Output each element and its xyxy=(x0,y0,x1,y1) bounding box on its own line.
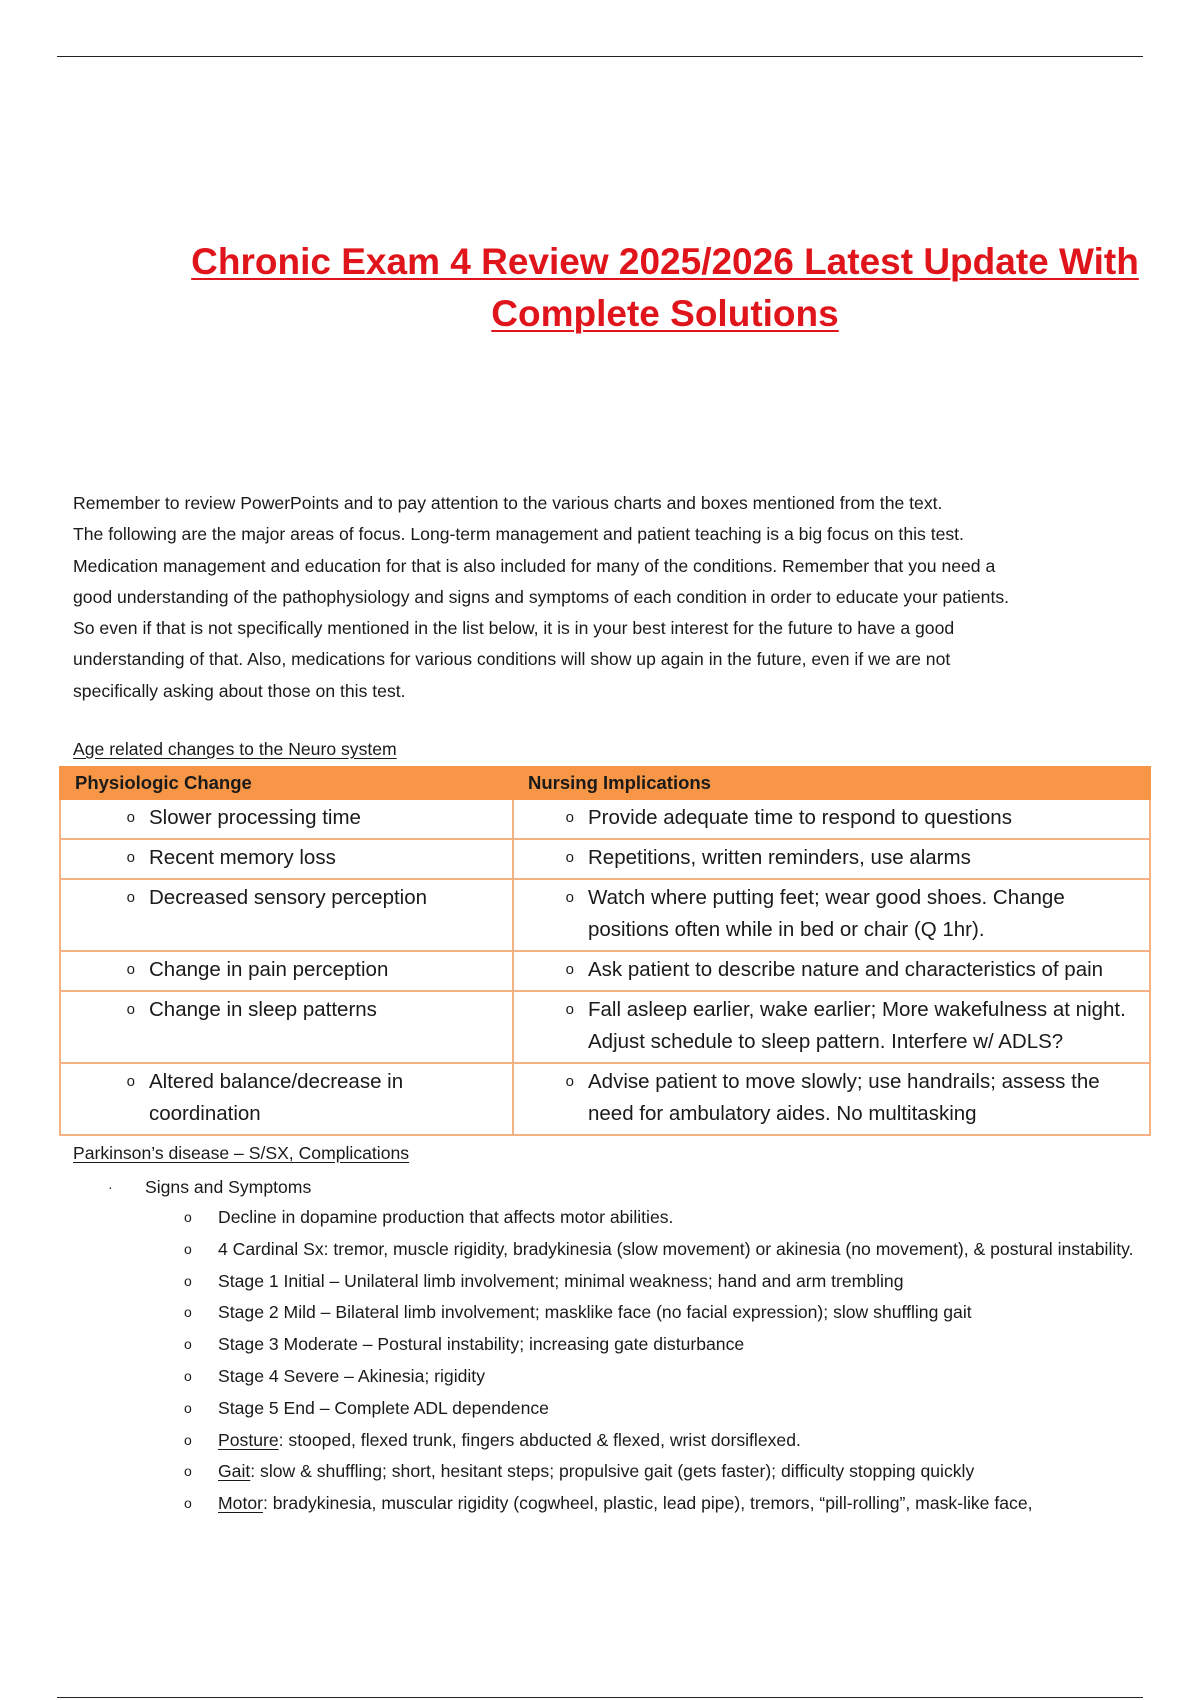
table-row xyxy=(60,839,1150,879)
list-item-body: : bradykinesia, muscular rigidity (cogwheel, plastic, lead pipe), tremors, “pill-rolling”, mask-like face, xyxy=(262,1493,1033,1514)
change-cell xyxy=(60,1063,513,1135)
change-cell-text: Slower processing time xyxy=(149,806,361,829)
hollow-bullet-icon: o xyxy=(184,1399,192,1416)
intro-line: Medication management and education for that is also included for many of the conditions. Remember that you need a xyxy=(73,555,996,576)
implication-cell xyxy=(513,879,1150,951)
implication-cell-text: Ask patient to describe nature and characteristics of pain xyxy=(588,958,1104,981)
change-cell-text: Decreased sensory perception xyxy=(149,886,428,909)
list-item-body: Stage 4 Severe – Akinesia; rigidity xyxy=(218,1365,485,1386)
hollow-bullet-icon: o xyxy=(184,1495,192,1512)
implication-cell xyxy=(513,799,1150,839)
list-item xyxy=(0,1266,1200,1298)
list-item-text xyxy=(218,1266,1200,1298)
hollow-bullet-icon: o xyxy=(565,849,574,866)
list-item-label: Gait xyxy=(218,1461,251,1482)
column-header-change: Physiologic Change xyxy=(60,767,513,799)
hollow-bullet-icon: o xyxy=(126,1001,135,1018)
change-cell xyxy=(60,879,513,951)
list-item-body: : slow & shuffling; short, hesitant steps; propulsive gait (gets faster); difficulty stopping quickly xyxy=(250,1461,975,1482)
parkinsons-list xyxy=(0,1172,1200,1520)
neuro-changes-table xyxy=(59,766,1151,1136)
hollow-bullet-icon: o xyxy=(184,1304,192,1321)
change-cell xyxy=(60,839,513,879)
list-item-body: 4 Cardinal Sx: tremor, muscle rigidity, bradykinesia (slow movement) or akinesia (no movement), & postural instability. xyxy=(218,1238,1134,1259)
implication-cell-text: Repetitions, written reminders, use alarms xyxy=(588,846,971,869)
change-cell-text: Altered balance/decrease in coordination xyxy=(149,1070,404,1125)
list-item-body: Stage 5 End – Complete ADL dependence xyxy=(218,1397,549,1418)
implication-cell-text: Fall asleep earlier, wake earlier; More wakefulness at night. Adjust schedule to sleep pattern. Interfere w/ ADLS? xyxy=(588,998,1126,1053)
section-label: Signs and Symptoms xyxy=(145,1177,312,1197)
list-item-body: Stage 1 Initial – Unilateral limb involvement; minimal weakness; hand and arm trembling xyxy=(218,1270,904,1291)
hollow-bullet-icon: o xyxy=(126,1073,135,1090)
implication-cell xyxy=(513,839,1150,879)
list-item xyxy=(0,1297,1200,1329)
list-item-text xyxy=(218,1297,1200,1329)
intro-line: The following are the major areas of focus. Long-term management and patient teaching is a big focus on this test. xyxy=(73,524,964,545)
intro-paragraph xyxy=(73,488,1163,707)
hollow-bullet-icon: o xyxy=(565,1001,574,1018)
title-line-1: Chronic Exam 4 Review 2025/2026 Latest Update With xyxy=(191,241,1139,282)
hollow-bullet-icon: o xyxy=(565,1073,574,1090)
table-row xyxy=(60,951,1150,991)
implication-cell xyxy=(513,991,1150,1063)
list-item-label: Motor xyxy=(218,1493,263,1514)
hollow-bullet-icon: o xyxy=(184,1463,192,1480)
implication-cell-text: Advise patient to move slowly; use handrails; assess the need for ambulatory aides. No multitasking xyxy=(588,1070,1100,1125)
list-item xyxy=(0,1425,1200,1457)
change-cell xyxy=(60,951,513,991)
change-cell-text: Recent memory loss xyxy=(149,846,336,869)
list-item xyxy=(0,1234,1200,1266)
top-rule xyxy=(57,56,1143,57)
change-cell-text: Change in sleep patterns xyxy=(149,998,377,1021)
implication-cell xyxy=(513,1063,1150,1135)
list-item xyxy=(0,1361,1200,1393)
implication-cell xyxy=(513,951,1150,991)
intro-line: Remember to review PowerPoints and to pay attention to the various charts and boxes mentioned from the text. xyxy=(73,493,943,513)
hollow-bullet-icon: o xyxy=(126,809,135,826)
section-signs-symptoms xyxy=(0,1172,1200,1202)
table-row xyxy=(60,1063,1150,1135)
list-item xyxy=(0,1202,1200,1234)
section-bullet: · xyxy=(108,1179,113,1195)
hollow-bullet-icon: o xyxy=(126,849,135,866)
list-item xyxy=(0,1393,1200,1425)
intro-line: specifically asking about those on this test. xyxy=(73,680,406,701)
hollow-bullet-icon: o xyxy=(126,889,135,906)
list-item-text xyxy=(218,1456,1200,1488)
page-title xyxy=(150,236,1180,340)
list-item-body: Stage 3 Moderate – Postural instability; increasing gate disturbance xyxy=(218,1334,745,1355)
list-item xyxy=(0,1456,1200,1488)
intro-line: understanding of that. Also, medications for various conditions will show up again in the future, even if we are not xyxy=(73,649,951,670)
intro-line: So even if that is not specifically mentioned in the list below, it is in your best interest for the future to have a good xyxy=(73,618,955,639)
hollow-bullet-icon: o xyxy=(184,1240,192,1257)
hollow-bullet-icon: o xyxy=(184,1272,192,1289)
hollow-bullet-icon: o xyxy=(565,961,574,978)
list-item-text xyxy=(218,1488,1200,1520)
title-line-2: Complete Solutions xyxy=(491,293,839,334)
list-item-body: : stooped, flexed trunk, fingers abducted & flexed, wrist dorsiflexed. xyxy=(278,1429,801,1450)
hollow-bullet-icon: o xyxy=(184,1209,192,1225)
change-cell xyxy=(60,991,513,1063)
bottom-rule xyxy=(57,1697,1143,1698)
change-cell-text: Change in pain perception xyxy=(149,958,389,981)
list-item-text xyxy=(218,1202,1200,1234)
list-item-text xyxy=(218,1361,1200,1393)
list-item xyxy=(0,1488,1200,1520)
hollow-bullet-icon: o xyxy=(126,961,135,978)
table-row xyxy=(60,879,1150,951)
hollow-bullet-icon: o xyxy=(565,889,574,906)
table-row xyxy=(60,799,1150,839)
list-item xyxy=(0,1329,1200,1361)
parkinsons-heading: Parkinson’s disease – S/SX, Complications xyxy=(73,1143,410,1163)
neuro-heading: Age related changes to the Neuro system xyxy=(73,739,397,759)
list-item-text xyxy=(218,1234,1200,1266)
implication-cell-text: Watch where putting feet; wear good shoes. Change positions often while in bed or chair (Q 1hr). xyxy=(588,886,1065,941)
table-row xyxy=(60,991,1150,1063)
table-header-row xyxy=(60,767,1150,799)
implication-cell-text: Provide adequate time to respond to questions xyxy=(588,806,1012,829)
list-item-label: Posture xyxy=(218,1429,279,1450)
list-item-text xyxy=(218,1393,1200,1425)
hollow-bullet-icon: o xyxy=(184,1367,192,1384)
list-item-text xyxy=(218,1329,1200,1361)
hollow-bullet-icon: o xyxy=(565,809,574,826)
change-cell xyxy=(60,799,513,839)
list-item-text xyxy=(218,1425,1200,1457)
column-header-implications: Nursing Implications xyxy=(513,767,1150,799)
list-item-body: Stage 2 Mild – Bilateral limb involvement; masklike face (no facial expression); slow shuffling gait xyxy=(218,1302,972,1323)
list-item-body: Decline in dopamine production that affects motor abilities. xyxy=(218,1207,674,1227)
intro-line: good understanding of the pathophysiology and signs and symptoms of each condition in order to educate your patients. xyxy=(73,586,1010,607)
hollow-bullet-icon: o xyxy=(184,1336,192,1353)
hollow-bullet-icon: o xyxy=(184,1431,192,1448)
